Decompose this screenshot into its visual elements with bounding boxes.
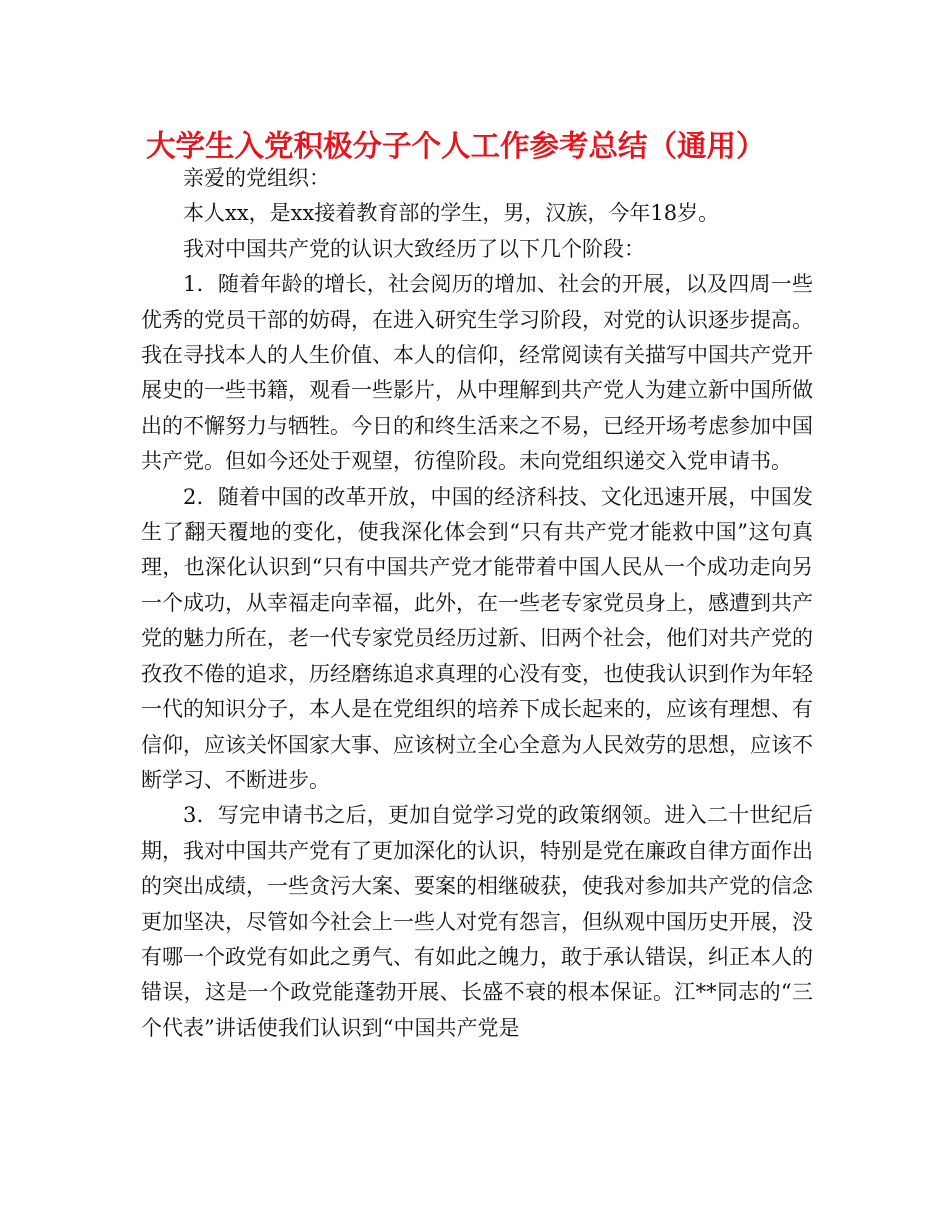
document-title: 大学生入党积极分子个人工作参考总结（通用）	[146, 129, 766, 163]
stage-three-paragraph: 3．写完申请书之后，更加自觉学习党的政策纲领。进入二十世纪后期，我对中国共产党有了更加深化的认识，特别是党在廉政自律方面作出的突出成绩，一些贪污大案、要案的相继破获，使我对参加共产党的信念更加坚决，尽管如今社会上一些人对党有怨言，但纵观中国历史开展，没有哪一个政党有如此之勇气、有如此之魄力，敢于承认错误，纠正本人的错误，这是一个政党能蓬勃开展、长盛不衰的根本保证。江**同志的“三个代表”讲话使我们认识到“中国共产党是	[141, 803, 813, 1040]
salutation: 亲爱的党组织：	[183, 166, 330, 190]
stage-two-paragraph: 2．随着中国的改革开放，中国的经济科技、文化迅速开展，中国发生了翻天覆地的变化，使我深化体会到“只有共产党才能救中国”这句真理，也深化认识到“只有中国共产党才能带着中国人民从一个成功走向另一个成功，从幸福走向幸福，此外，在一些老专家党员身上，感遭到共产党的魅力所在，老一代专家党员经历过新、旧两个社会，他们对共产党的孜孜不倦的追求，历经磨练追求真理的心没有变，也使我认识到作为年轻一代的知识分子，本人是在党组织的培养下成长起来的，应该有理想、有信仰，应该关怀国家大事、应该树立全心全意为人民效劳的思想，应该不断学习、不断进步。	[141, 484, 813, 792]
document-body	[141, 161, 813, 1046]
self-introduction-paragraph: 本人xx，是xx接着教育部的学生，男，汉族，今年18岁。	[183, 201, 720, 226]
stages-intro-paragraph: 我对中国共产党的认识大致经历了以下几个阶段：	[183, 236, 645, 261]
stage-one-paragraph: 1．随着年龄的增长，社会阅历的增加、社会的开展，以及四周一些优秀的党员干部的妨碍，在进入研究生学习阶段，对党的认识逐步提高。我在寻找本人的人生价值、本人的信仰，经常阅读有关描写中国共产党开展史的一些书籍，观看一些影片，从中理解到共产党人为建立新中国所做出的不懈努力与牺牲。今日的和终生活来之不易，已经开场考虑参加中国共产党。但如今还处于观望，彷徨阶段。未向党组织递交入党申请书。	[141, 272, 813, 474]
